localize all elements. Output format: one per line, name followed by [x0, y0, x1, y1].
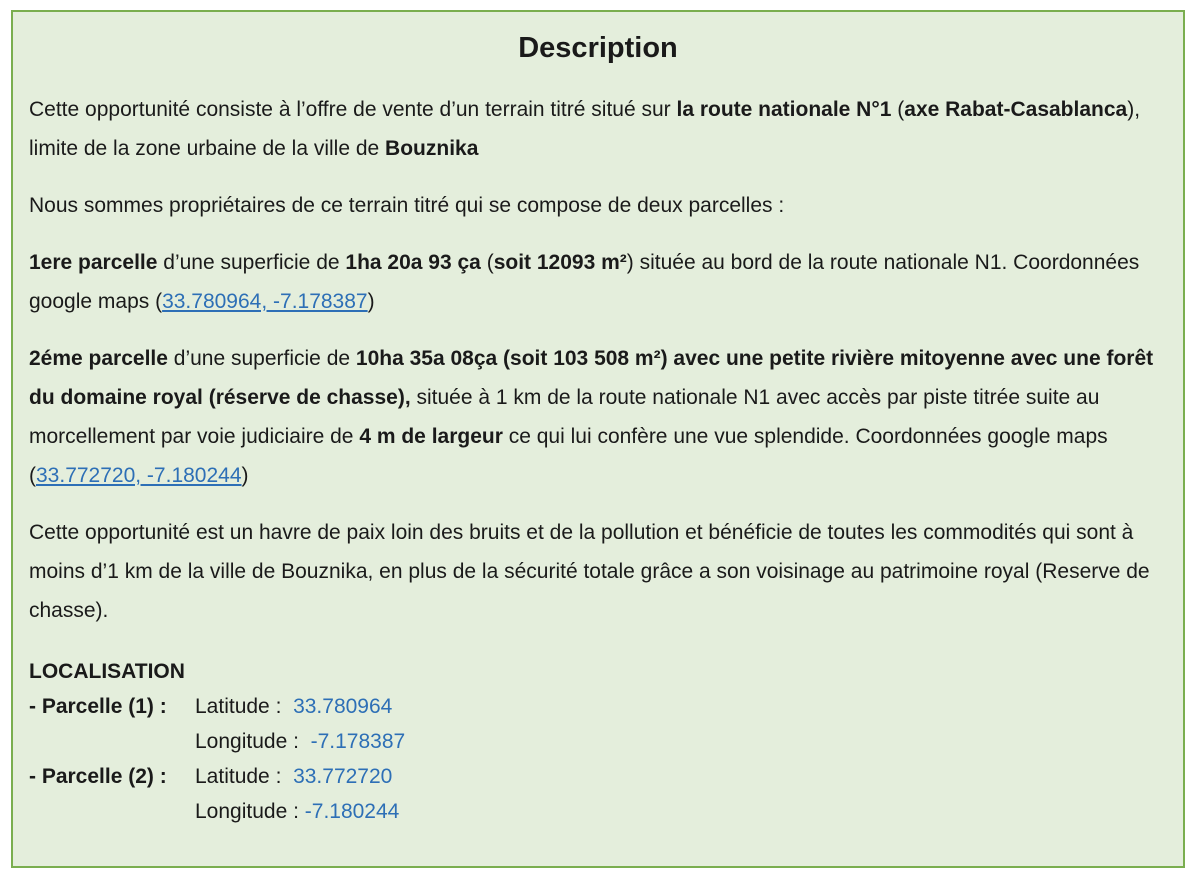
text: Cette opportunité consiste à l’offre de vente d’un terrain titré situé sur [29, 98, 677, 121]
text: d’une superficie de [167, 347, 356, 370]
text: d’une superficie de [157, 251, 346, 274]
bold-text: 1ha 20a 93 ça [345, 251, 481, 274]
latitude-label: Latitude : [195, 765, 294, 788]
text: située à 1 km de la route nationale N1 avec accès par piste titrée suite au morcellement par voie judiciaire de [29, 386, 1100, 448]
spacer [29, 794, 195, 829]
description-panel [11, 10, 1185, 868]
parcel-2-latitude-value: 33.772720 [293, 765, 393, 788]
parcel-1-paragraph [29, 243, 1167, 321]
localisation-section [29, 654, 1167, 829]
parcel-2-label: - Parcelle (2) : [29, 765, 173, 788]
bold-text: axe Rabat-Casablanca [904, 98, 1128, 121]
longitude-label: Longitude : [195, 800, 305, 823]
text: Cette opportunité est un havre de paix loin des bruits et de la pollution et bénéficie de toutes les commodités qui sont à moins d’1 km de la ville de Bouznika, en plus de la sécurité totale grâce a son voisinage au patrimoine royal (Reserve de chasse). [29, 521, 1150, 622]
panel-title: Description [518, 32, 678, 64]
text: ) [367, 290, 375, 313]
bold-text: 2éme parcelle [29, 347, 168, 370]
text: ( [480, 251, 494, 274]
parcel-2-maps-link[interactable]: 33.772720, -7.180244 [36, 464, 242, 487]
parcel-1-longitude-row [29, 724, 1167, 759]
text: ce qui lui confère une vue splendide. Coordonnées google maps ( [29, 425, 1108, 487]
parcel-1-maps-link[interactable]: 33.780964, -7.178387 [162, 290, 368, 313]
bold-text: 10ha 35a 08ça (soit 103 508 m²) avec une petite rivière mitoyenne avec une forêt du domaine royal (réserve de chasse), [29, 347, 1154, 409]
text: ) [241, 464, 249, 487]
longitude-label: Longitude : [195, 730, 311, 753]
parcel-2-paragraph [29, 339, 1167, 495]
parcel-1-latitude-value: 33.780964 [293, 695, 393, 718]
parcel-2-latitude-row [29, 759, 1167, 794]
text: ), limite de la zone urbaine de la ville de [29, 98, 1141, 160]
bold-text: la route nationale N°1 [676, 98, 892, 121]
parcel-1-label: - Parcelle (1) : [29, 695, 173, 718]
spacer [29, 724, 195, 759]
bold-text: Bouznika [385, 137, 479, 160]
bold-text: soit 12093 m² [493, 251, 627, 274]
parcel-2-longitude-value: -7.180244 [304, 800, 400, 823]
latitude-label: Latitude : [195, 695, 294, 718]
parcel-1-longitude-value: -7.178387 [310, 730, 406, 753]
text: ( [891, 98, 905, 121]
localisation-title: LOCALISATION [29, 660, 185, 683]
parcel-2-longitude-row [29, 794, 1167, 829]
text: ) située au bord de la route nationale N1. Coordonnées google maps ( [29, 251, 1140, 313]
text: Nous sommes propriétaires de ce terrain titré qui se compose de deux parcelles : [29, 194, 785, 217]
bold-text: 4 m de largeur [359, 425, 503, 448]
summary-paragraph [29, 513, 1167, 630]
bold-text: 1ere parcelle [29, 251, 158, 274]
intro-paragraph [29, 90, 1167, 168]
owners-paragraph [29, 186, 1167, 225]
parcel-1-latitude-row [29, 689, 1167, 724]
